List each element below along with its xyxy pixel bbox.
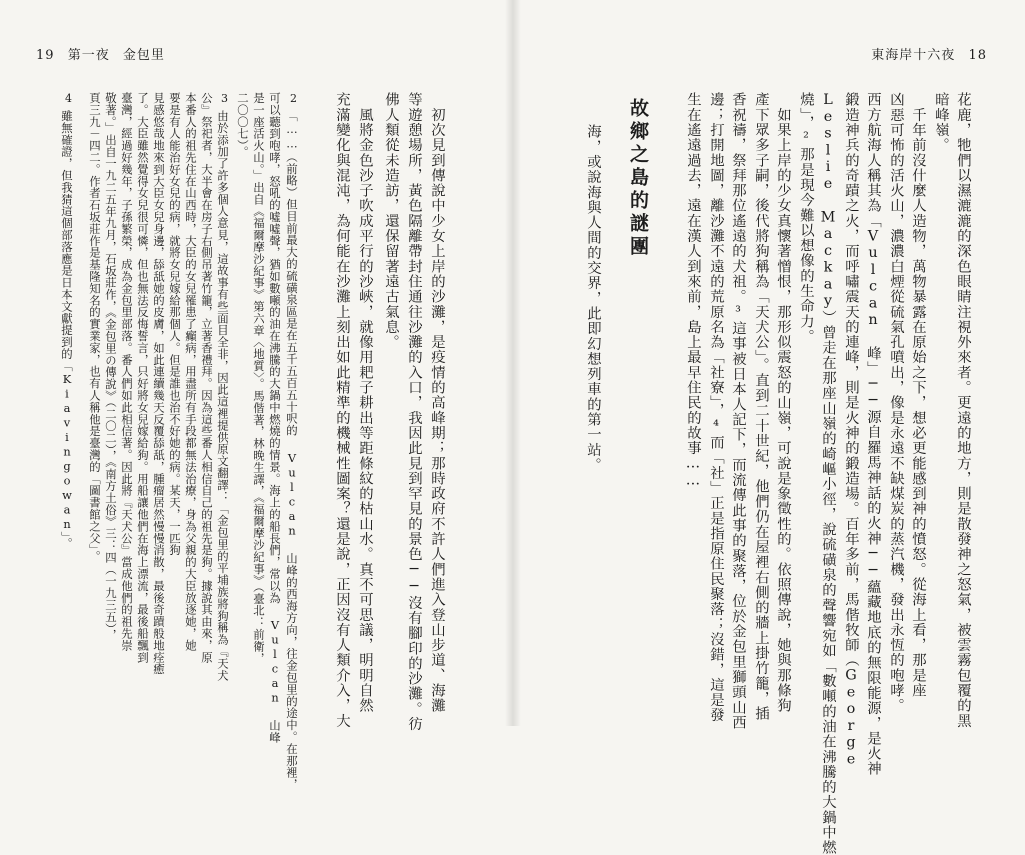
chapter-title: 金包里 bbox=[122, 48, 165, 63]
book-gutter bbox=[505, 0, 521, 726]
body-column: 充滿變化與混沌，為何能在沙灘上刻出如此精準的機械性圖案？還是說，正因沒有人類介入，大 bbox=[334, 92, 350, 729]
footnote-line: 要是有人能治好女兒的病，就將女兒嫁給那個人。但是誰也治不好她的病。某天，一匹狗 bbox=[168, 92, 182, 557]
footnote-line: 雖無確證，但我猜這個部落應是日本文獻提到的「Kiavingowan」。 bbox=[60, 110, 74, 550]
footnote-line: 了。大臣雖然覺得女兒很可憐，但也無法反悔誓言，只好將女兒嫁給狗。用船讓他們在海上漂流，最後船飄到 bbox=[136, 92, 150, 664]
body-column: 如果上岸的少女真懷著憎恨，那形似震怒的山嶺，可說是象徵性的。依照傳說，她與那條狗 bbox=[775, 92, 791, 714]
footnote-number: 3 bbox=[218, 92, 231, 105]
intro-column: 海，或說海與人間的交界，此即幻想列車的第一站。 bbox=[585, 124, 601, 473]
body-column: 暗峰嶺。 bbox=[933, 92, 949, 153]
footnote-line: 由於添加了許多個人意見，這故事有些面目全非，因此這裡提供原文翻譯：「金包里的平埔族將狗稱為『天犬 bbox=[216, 110, 230, 682]
body-column: 等遊憩場所，黃色隔離帶封住通往沙灘的入口，我因此見到罕見的景色──沒有腳印的沙灘。彷 bbox=[406, 92, 422, 732]
body-column: 香祝禱，祭拜那位遙遠的犬祖。³這事被日本人記下，而流傳此事的聚落，位於金包里獅頭山西 bbox=[730, 92, 746, 730]
footnote-line: 「……（前略）但目前最大的硫磺泉區是在五千五百五十呎的 Vulcan 山峰的西海方向，往金包里的途中。在那裡， bbox=[285, 110, 299, 791]
footnote-line: 敬著。」出自一九二五年九月，石坂莊作，《金包里の傳說》（二〇二），《南方土俗》三：四（一九三五）， bbox=[104, 92, 118, 641]
body-column: 千年前沒什麼人造物，萬物暴露在原始之下，想必更能感到神的憤怒。從海上看，那是座 bbox=[910, 92, 926, 698]
chapter-label: 第一夜 bbox=[67, 48, 110, 63]
body-column: 風將金色沙子吹成平行的沙峽，就像用耙子耕出等距條紋的枯山水。真不可思議，明明自然 bbox=[357, 92, 373, 714]
footnote-line: 是一座活火山。」出自《福爾摩沙紀事》第六章〈地質〉。馬偕著，林晚生譯，《福爾摩沙紀事》（臺北：前衛， bbox=[252, 92, 266, 665]
footnote-line: 頁三九－四二。作者石坂莊作是基隆知名的實業家，也有人稱他是臺灣的「圖書館之父」。 bbox=[88, 92, 102, 563]
body-column: 西方航海人稱其為「Vulcan 峰」──源自羅馬神話的火神──蘊藏地底的無限能源，是火神 bbox=[865, 92, 881, 777]
left-page-number: 19 bbox=[36, 48, 55, 63]
body-column: 初次見到傳說中少女上岸的沙灘，是疫情的高峰期；那時政府不許人們進入登山步道、海灘 bbox=[429, 92, 445, 714]
body-column: Leslie Mackay）曾走在那座山嶺的崎嶇小徑，說硫磺泉的聲響宛如「數噸的油在沸騰的大鍋中燃 bbox=[820, 92, 836, 855]
footnote-number: 4 bbox=[62, 92, 75, 105]
footnote-line: 公』祭祀者，大半會在房子右側吊著竹籠，立著香禮拜。因為這些番人相信自己的祖先是狗。據說其由來，原 bbox=[200, 92, 214, 664]
body-column: 花鹿，牠們以濕漉漉的深色眼睛注視外來者。更遠的地方，則是散發神之怒氣，被雲霧包覆的黑 bbox=[955, 92, 971, 729]
footnote-line: 臺灣，經過好幾年，子孫繁榮，成為金包里部落。番人們如此相信著。因此將『天犬公』當成他們的祖先崇 bbox=[120, 92, 134, 652]
right-page-number: 18 bbox=[968, 48, 987, 63]
body-column: 凶惡可怖的活火山，濃濃白煙從硫氣孔噴出，像是永遠不缺煤炭的蒸汽機，發出永恆的咆哮。 bbox=[888, 92, 904, 714]
left-running-head bbox=[36, 44, 173, 63]
footnote-line: 二〇〇七）。 bbox=[236, 92, 250, 158]
body-column: 燒」，²那是現今難以想像的生命力。 bbox=[798, 92, 814, 344]
book-title: 東海岸十六夜 bbox=[871, 48, 956, 63]
body-column: 生在遙遠過去，遠在漢人到來前，島上最早住民的故事…… bbox=[685, 92, 701, 490]
footnote-number: 2 bbox=[287, 92, 300, 105]
body-column: 邊；打開地圖，離沙灘不遠的荒原名為「社寮」，⁴而「社」正是指原住民聚落；沒錯，這是發 bbox=[708, 92, 724, 723]
section-heading: 故鄉之島的謎團 bbox=[627, 98, 649, 259]
body-column: 佛人類從未造訪，還保留著遠古氣息。 bbox=[383, 92, 399, 350]
footnote-line: 可以聽到咆哮，怒吼的噓噓聲，猶如數噸的油在沸騰的大鍋中燃燒的情景。海上的船長們，常以為 Vulcan 山峰 bbox=[268, 92, 282, 744]
footnote-line: 見感悠哉地來到大臣女兒身邊，舔舐她的皮膚，如此連續幾天反覆舔舐，腫瘤居然慢慢消散，最後奇蹟般地痊癒 bbox=[152, 92, 166, 676]
right-running-head bbox=[863, 44, 987, 63]
footnote-line: 本番人的祖先住在山西時，大臣的女兒罹患了癲病，用盡所有手段都無法治療，身為父親的大臣放逐她，她 bbox=[184, 92, 198, 652]
body-column: 產下眾多子嗣，後代將狗稱為「天犬公」。直到二十世紀，他們仍在屋裡右側的牆上掛竹籠，插 bbox=[753, 92, 769, 722]
body-column: 鍛造神兵的奇蹟之火，而呼嘯震天的連峰，則是火神的鍛造場。百年多前，馬偕牧師（George bbox=[843, 92, 859, 769]
